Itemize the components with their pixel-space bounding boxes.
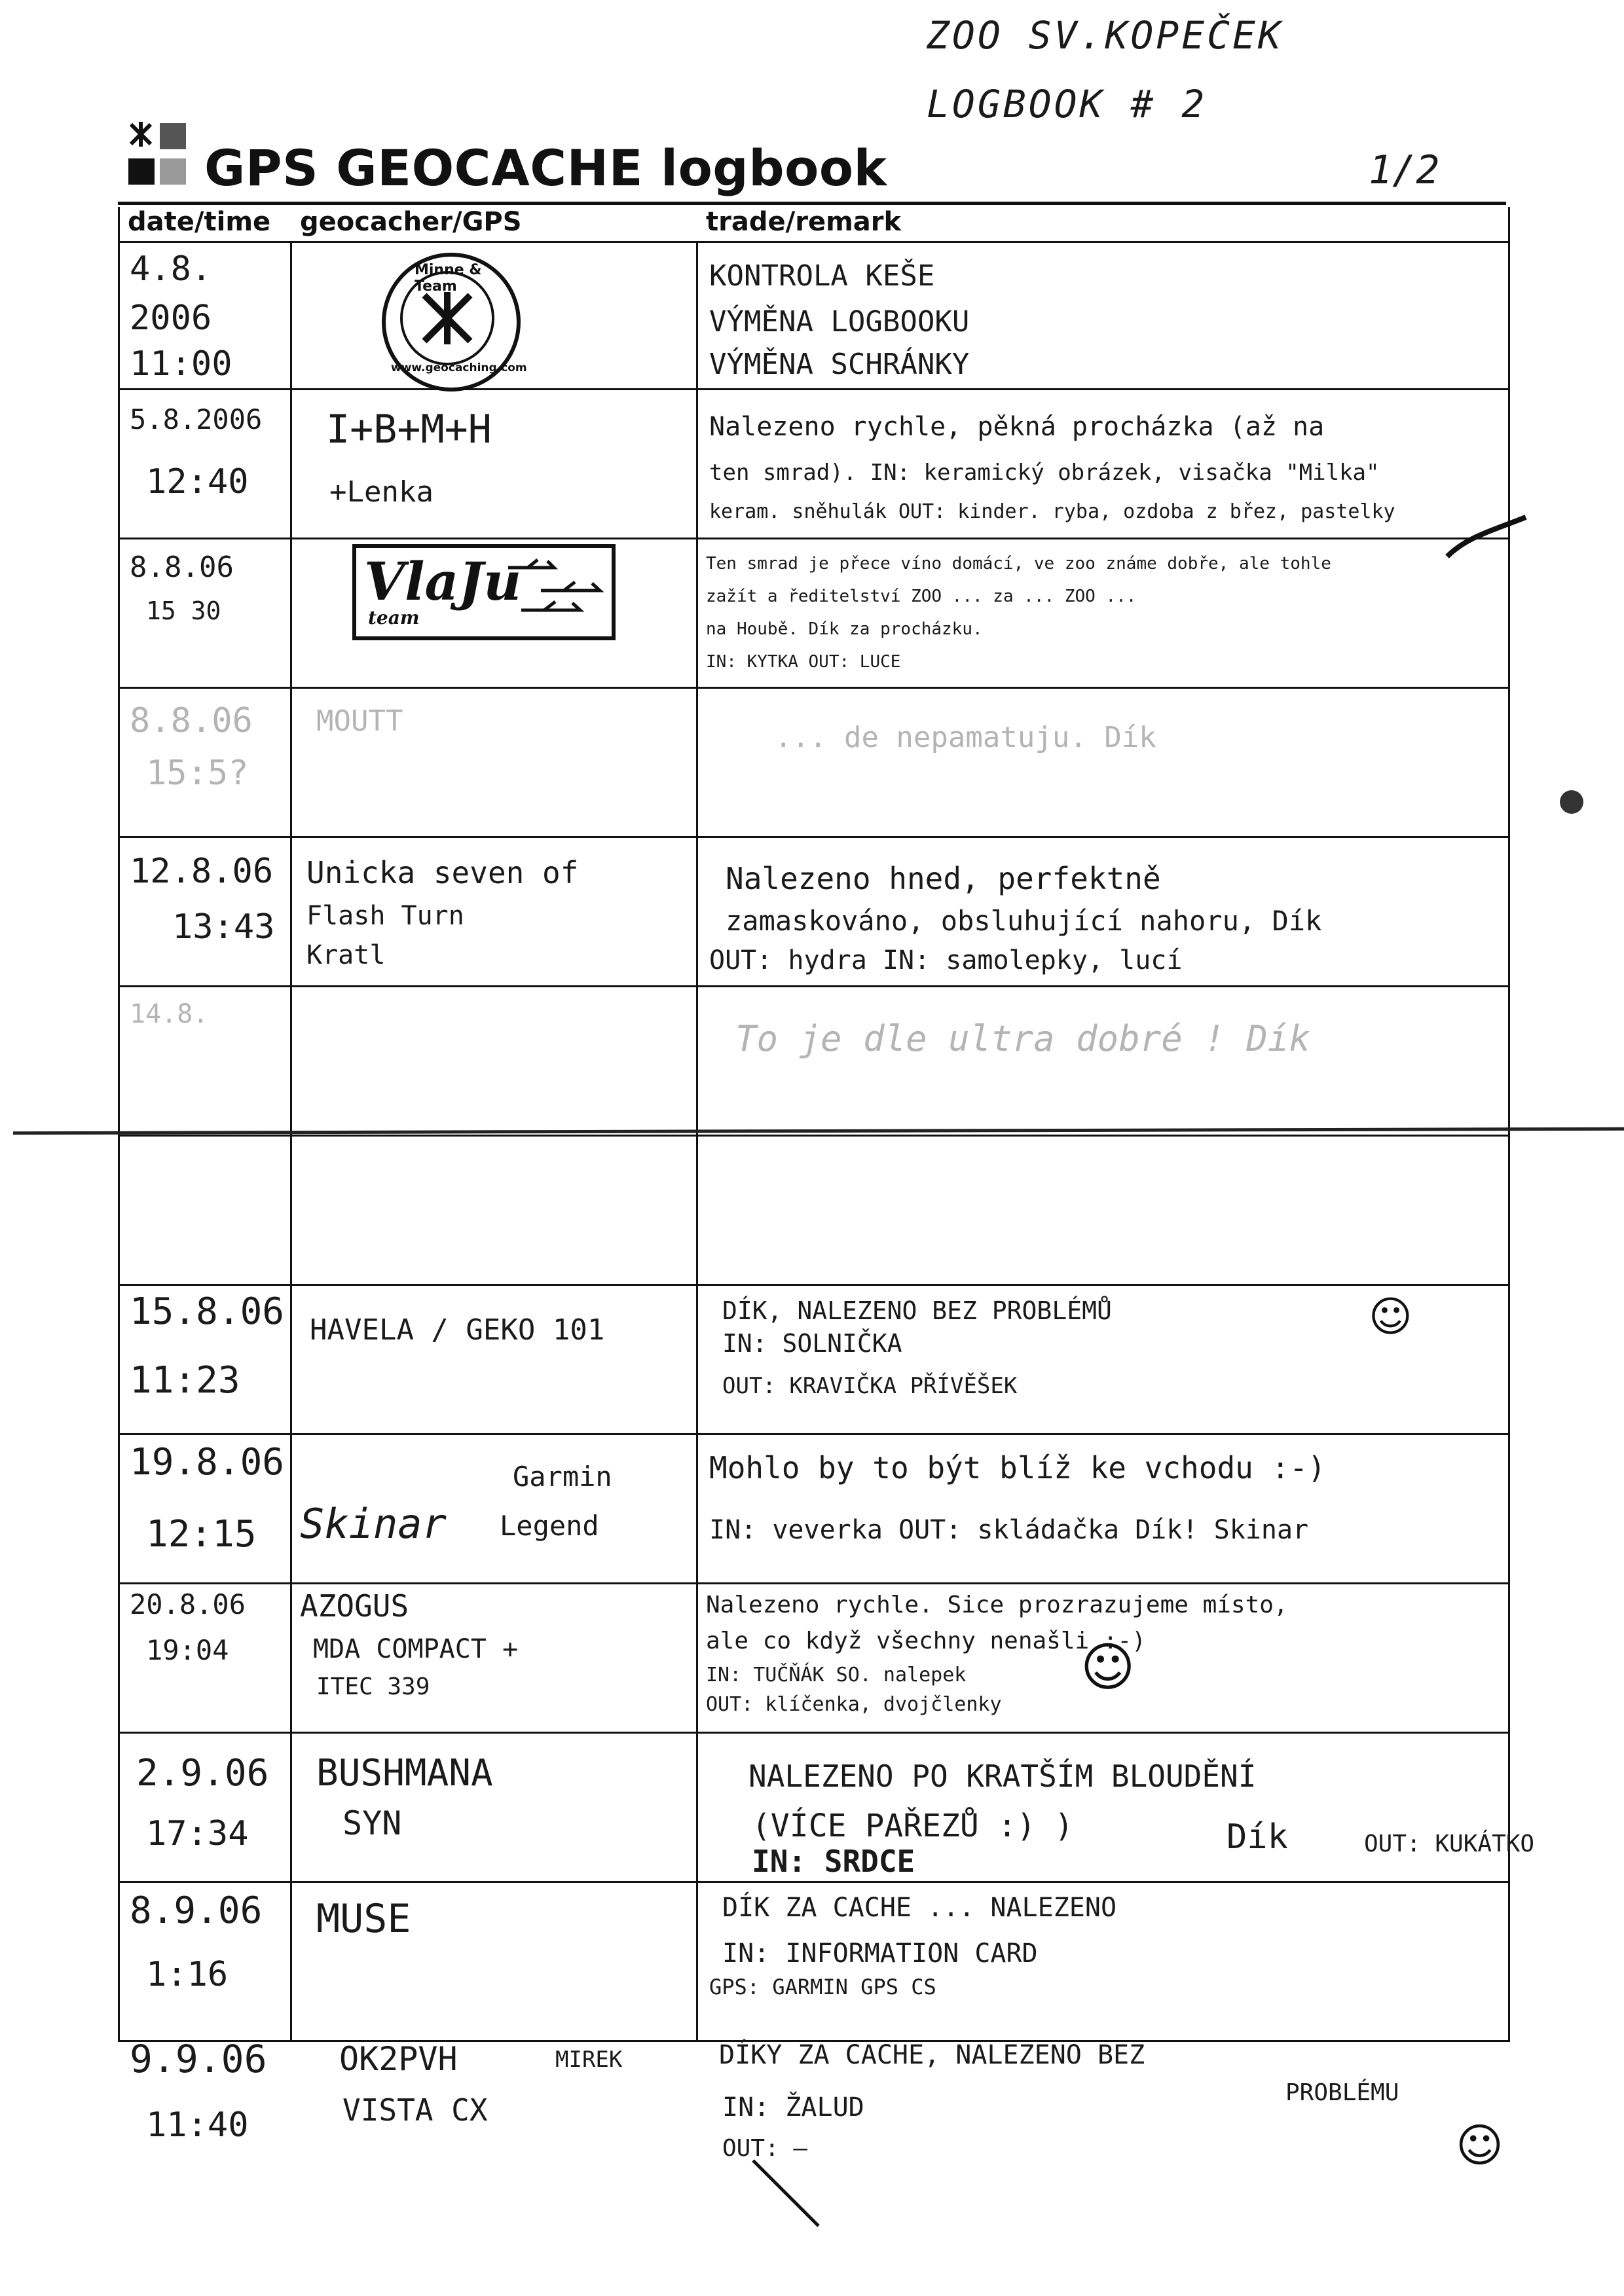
entry-cacher: Legend bbox=[500, 1510, 599, 1542]
entry-cacher: AZOGUS bbox=[300, 1588, 409, 1624]
entry-remark: VÝMĚNA LOGBOOKU bbox=[709, 305, 970, 338]
entry-remark: DÍK, NALEZENO BEZ PROBLÉMŮ bbox=[722, 1296, 1112, 1325]
entry-time: 11:40 bbox=[146, 2105, 249, 2145]
logbook-table bbox=[118, 207, 1535, 2172]
smiley-icon: ☺ bbox=[1369, 1293, 1412, 1341]
row-divider bbox=[120, 836, 1508, 838]
entry-date-year: 2006 bbox=[130, 299, 212, 338]
entry-time: 11:23 bbox=[130, 1359, 240, 1402]
entry-time: 12:15 bbox=[146, 1513, 257, 1556]
entry-time: 1:16 bbox=[146, 1955, 229, 1994]
smiley-icon: ☺ bbox=[1456, 2119, 1504, 2172]
page-number: 1/2 bbox=[1369, 147, 1440, 193]
entry-cacher: MOUTT bbox=[316, 704, 403, 738]
entry-remark: ... de nepamatuju. Dík bbox=[775, 721, 1156, 754]
entry-cacher: VISTA CX bbox=[342, 2092, 488, 2128]
entry-remark: OUT: — bbox=[722, 2135, 808, 2162]
entry-time: 12:40 bbox=[146, 462, 249, 501]
entry-date: 8.8.06 bbox=[130, 701, 253, 740]
entry-remark: Nalezeno rychle, pěkná procházka (až na bbox=[709, 412, 1325, 442]
entry-time: 11:00 bbox=[130, 344, 232, 384]
entry-remark: IN: ŽALUD bbox=[722, 2092, 864, 2123]
entry-remark: IN: SOLNIČKA bbox=[722, 1329, 902, 1358]
airplanes-icon bbox=[502, 555, 606, 620]
entry-time: 17:34 bbox=[146, 1814, 249, 1853]
entry-remark: KONTROLA KEŠE bbox=[709, 259, 935, 293]
title-rule bbox=[118, 202, 1506, 205]
entry-cacher: I+B+M+H bbox=[326, 407, 492, 452]
entry-time: 15 30 bbox=[146, 596, 221, 625]
entry-remark: zažít a ředitelství ZOO ... za ... ZOO ... bbox=[706, 587, 1137, 606]
entry-cacher: OK2PVH bbox=[339, 2040, 458, 2078]
entry-date: 5.8.2006 bbox=[130, 403, 263, 435]
entry-remark: GPS: GARMIN GPS CS bbox=[709, 1975, 936, 1999]
vlaju-team-stamp bbox=[352, 544, 616, 640]
entry-remark: OUT: klíčenka, dvojčlenky bbox=[706, 1693, 1002, 1716]
entry-date: 19.8.06 bbox=[130, 1441, 285, 1484]
entry-cacher: +Lenka bbox=[329, 475, 434, 509]
entry-date: 8.8.06 bbox=[130, 551, 234, 584]
entry-cacher: ITEC 339 bbox=[316, 1673, 430, 1700]
entry-date: 12.8.06 bbox=[130, 852, 274, 891]
header-note-line1: ZOO SV.KOPEČEK bbox=[927, 13, 1283, 58]
entry-remark: To je dle ultra dobré ! Dík bbox=[735, 1018, 1310, 1059]
entry-cacher: Garmin bbox=[513, 1461, 612, 1493]
column-header-date: date/time bbox=[128, 207, 271, 237]
entry-date: 4.8. bbox=[130, 249, 212, 289]
entry-cacher: BUSHMANA bbox=[316, 1752, 493, 1795]
scribble-mark-icon bbox=[1441, 511, 1532, 570]
entry-date: 8.9.06 bbox=[130, 1889, 263, 1932]
entry-remark: OUT: KUKÁTKO bbox=[1364, 1831, 1535, 1857]
entry-date: 9.9.06 bbox=[130, 2037, 267, 2081]
entry-remark: IN: veverka OUT: skládačka Dík! Skinar bbox=[709, 1515, 1309, 1545]
entry-remark: NALEZENO PO KRATŠÍM BLOUDĚNÍ bbox=[748, 1758, 1257, 1794]
entry-remark: OUT: hydra IN: samolepky, lucí bbox=[709, 945, 1183, 975]
entry-remark: na Houbě. Dík za procházku. bbox=[706, 619, 983, 639]
entry-remark: VÝMĚNA SCHRÁNKY bbox=[709, 348, 970, 381]
entry-cacher: SYN bbox=[342, 1804, 402, 1842]
entry-remark: (VÍCE PAŘEZŮ :) ) bbox=[752, 1808, 1074, 1844]
column-header-remark: trade/remark bbox=[706, 207, 902, 237]
entry-remark: PROBLÉMU bbox=[1285, 2079, 1399, 2106]
entry-remark: Mohlo by to být blíž ke vchodu :-) bbox=[709, 1450, 1326, 1485]
stamp-team-text: team bbox=[368, 607, 420, 629]
stamp-url: www.geocaching.com bbox=[391, 361, 527, 374]
entry-date: 2.9.06 bbox=[136, 1752, 269, 1795]
entry-remark: IN: KYTKA OUT: LUCE bbox=[706, 652, 901, 672]
header-note-line2: LOGBOOK # 2 bbox=[927, 82, 1208, 126]
entry-cacher: MIREK bbox=[555, 2047, 623, 2073]
entry-remark: Nalezeno rychle. Sice prozrazujeme místo, bbox=[706, 1592, 1288, 1618]
entry-time: 13:43 bbox=[172, 907, 275, 947]
entry-cacher: MUSE bbox=[316, 1896, 411, 1942]
entry-remark: IN: TUČŇÁK SO. nalepek bbox=[706, 1664, 967, 1686]
entry-remark: Ten smrad je přece víno domácí, ve zoo známe dobře, ale tohle bbox=[706, 554, 1331, 574]
entry-cacher: MDA COMPACT + bbox=[313, 1634, 519, 1664]
row-divider bbox=[120, 1284, 1508, 1286]
entry-cacher: Kratl bbox=[306, 940, 386, 970]
entry-remark: DÍKY ZA CACHE, NALEZENO BEZ bbox=[719, 2040, 1145, 2070]
entry-cacher: Flash Turn bbox=[306, 901, 464, 931]
entry-remark: IN: SRDCE bbox=[752, 1844, 915, 1879]
entry-cacher: Unicka seven of bbox=[306, 855, 579, 890]
row-divider bbox=[120, 388, 1508, 390]
entry-cacher: Skinar bbox=[300, 1500, 447, 1548]
column-divider-2 bbox=[696, 241, 698, 2040]
smiley-icon: ☺ bbox=[1080, 1637, 1135, 1698]
entry-remark: zamaskováno, obsluhující nahoru, Dík bbox=[726, 905, 1322, 937]
row-divider bbox=[120, 1433, 1508, 1435]
stamp-logo-text: VlaJu bbox=[364, 551, 522, 612]
entry-date: 20.8.06 bbox=[130, 1588, 246, 1620]
entry-remark: ale co když všechny nenašli :-) bbox=[706, 1628, 1146, 1654]
entry-date: 15.8.06 bbox=[130, 1290, 285, 1333]
row-divider bbox=[120, 985, 1508, 987]
entry-remark: Dík bbox=[1227, 1817, 1288, 1857]
row-divider bbox=[120, 538, 1508, 539]
entry-remark: IN: INFORMATION CARD bbox=[722, 1939, 1038, 1969]
column-header-cacher: geocacher/GPS bbox=[300, 207, 522, 237]
geocache-logo-icon bbox=[124, 118, 196, 190]
column-divider-1 bbox=[290, 241, 292, 2040]
entry-date: 14.8. bbox=[130, 999, 209, 1029]
entry-cacher: HAVELA / GEKO 101 bbox=[310, 1313, 605, 1347]
page-title: GPS GEOCACHE logbook bbox=[204, 139, 887, 197]
stamp-text: Minne & Team bbox=[415, 262, 482, 295]
header-divider bbox=[120, 241, 1508, 243]
row-divider bbox=[120, 1582, 1508, 1584]
team-stamp bbox=[382, 253, 527, 392]
pen-mark-icon bbox=[747, 2154, 825, 2232]
row-divider bbox=[120, 1732, 1508, 1734]
entry-time: 19:04 bbox=[146, 1634, 229, 1666]
row-divider bbox=[120, 687, 1508, 689]
entry-remark: keram. sněhulák OUT: kinder. ryba, ozdoba z břez, pastelky bbox=[709, 500, 1395, 523]
entry-time: 15:5? bbox=[146, 754, 249, 793]
entry-remark: Nalezeno hned, perfektně bbox=[726, 861, 1161, 896]
ink-blot-icon bbox=[1552, 782, 1591, 822]
entry-remark: OUT: KRAVIČKA PŘÍVĚŠEK bbox=[722, 1373, 1018, 1399]
entry-remark: ten smrad). IN: keramický obrázek, visačka "Milka" bbox=[709, 460, 1380, 486]
row-divider bbox=[120, 1881, 1508, 1883]
row-divider bbox=[120, 1135, 1508, 1137]
entry-remark: DÍK ZA CACHE ... NALEZENO bbox=[722, 1893, 1117, 1923]
